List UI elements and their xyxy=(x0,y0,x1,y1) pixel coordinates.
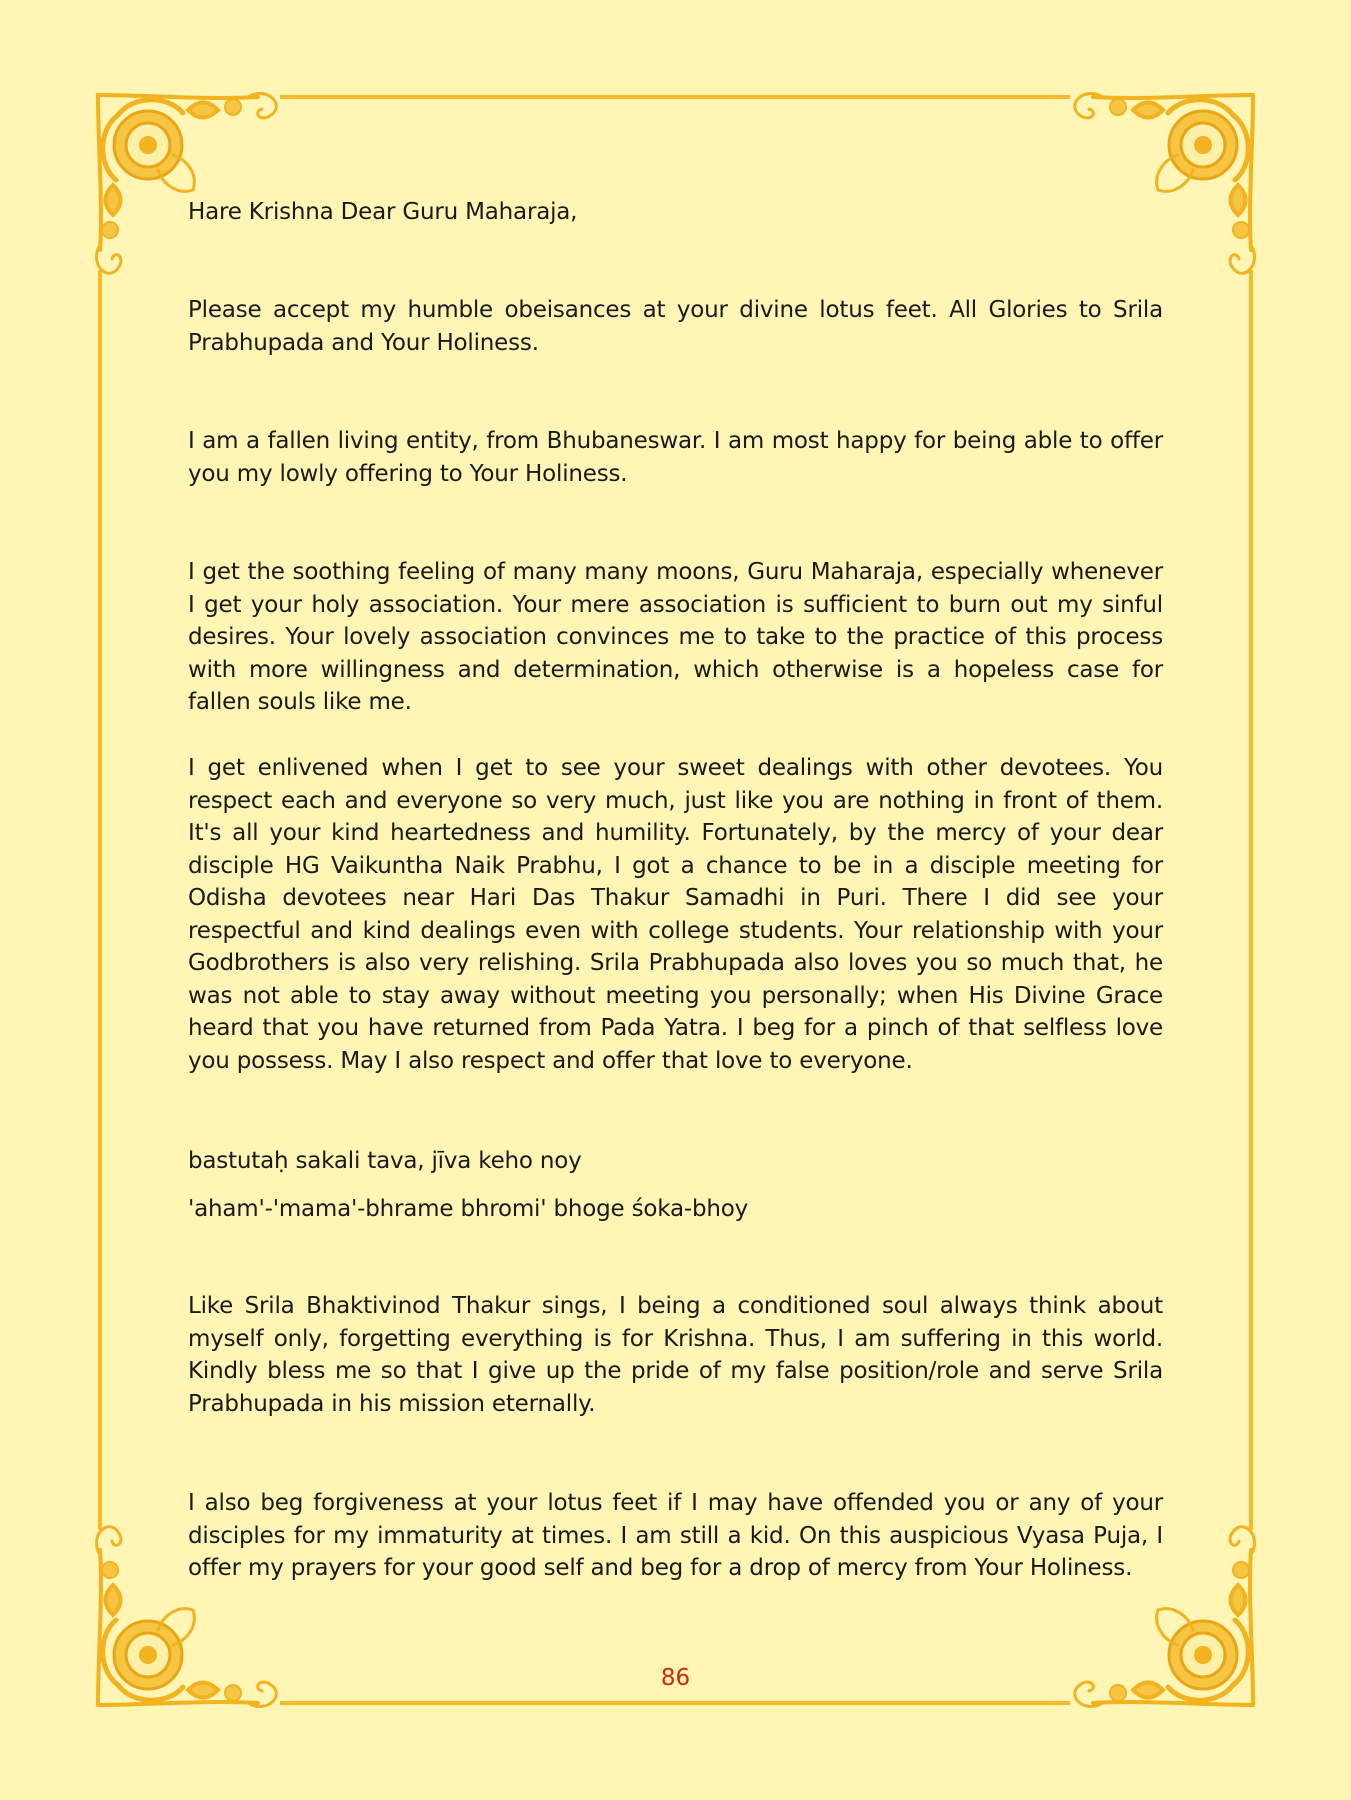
corner-ornament-top-left xyxy=(97,94,277,274)
verse-line-1: bastutaḥ sakali tava, jīva keho noy xyxy=(188,1148,582,1174)
page-number: 86 xyxy=(660,1665,691,1691)
paragraph-obeisances: Please accept my humble obeisances at your divine lotus feet. All Glories to Srila Prabhupada and Your Holiness. xyxy=(188,297,1163,356)
paragraph-forgiveness: I also beg forgiveness at your lotus feet if I may have offended you or any of your disciples for my immaturity at times. I am still a kid. On this auspicious Vyasa Puja, I offer my prayers for your good self and beg for a drop of mercy from Your Holiness. xyxy=(188,1490,1163,1581)
letter-greeting: Hare Krishna Dear Guru Maharaja, xyxy=(188,199,578,225)
corner-ornament-top-right xyxy=(1075,94,1255,274)
paragraph-introduction: I am a fallen living entity, from Bhubaneswar. I am most happy for being able to offer you my lowly offering to Your Holiness. xyxy=(188,428,1163,487)
paragraph-dealings: I get enlivened when I get to see your sweet dealings with other devotees. You respect each and everyone so very much, just like you are nothing in front of them. It's all your kind heartedness and humility. Fortunately, by the mercy of your dear disciple HG Vaikuntha Naik Prabhu, I got a chance to be in a disciple meeting for Odisha devotees near Hari Das Thakur Samadhi in Puri. There I did see your respectful and kind dealings even with college students. Your relationship with your Godbrothers is also very relishing. Srila Prabhupada also loves you so much that, he was not able to stay away without meeting you personally; when His Divine Grace heard that you have returned from Pada Yatra. I beg for a pinch of that selfless love you possess. May I also respect and offer that love to everyone. xyxy=(188,755,1163,1074)
paragraph-bhaktivinod: Like Srila Bhaktivinod Thakur sings, I being a conditioned soul always think about myself only, forgetting everything is for Krishna. Thus, I am suffering in this world. Kindly bless me so that I give up the pride of my false position/role and serve Srila Prabhupada in his mission eternally. xyxy=(188,1293,1163,1417)
verse-line-2: 'aham'-'mama'-bhrame bhromi' bhoge śoka-bhoy xyxy=(188,1196,749,1222)
paragraph-association: I get the soothing feeling of many many moons, Guru Maharaja, especially whenever I get your holy association. Your mere association is sufficient to burn out my sinful desires. Your lovely association convinces me to take to the practice of this process with more willingness and determination, which otherwise is a hopeless case for fallen souls like me. xyxy=(188,559,1163,715)
